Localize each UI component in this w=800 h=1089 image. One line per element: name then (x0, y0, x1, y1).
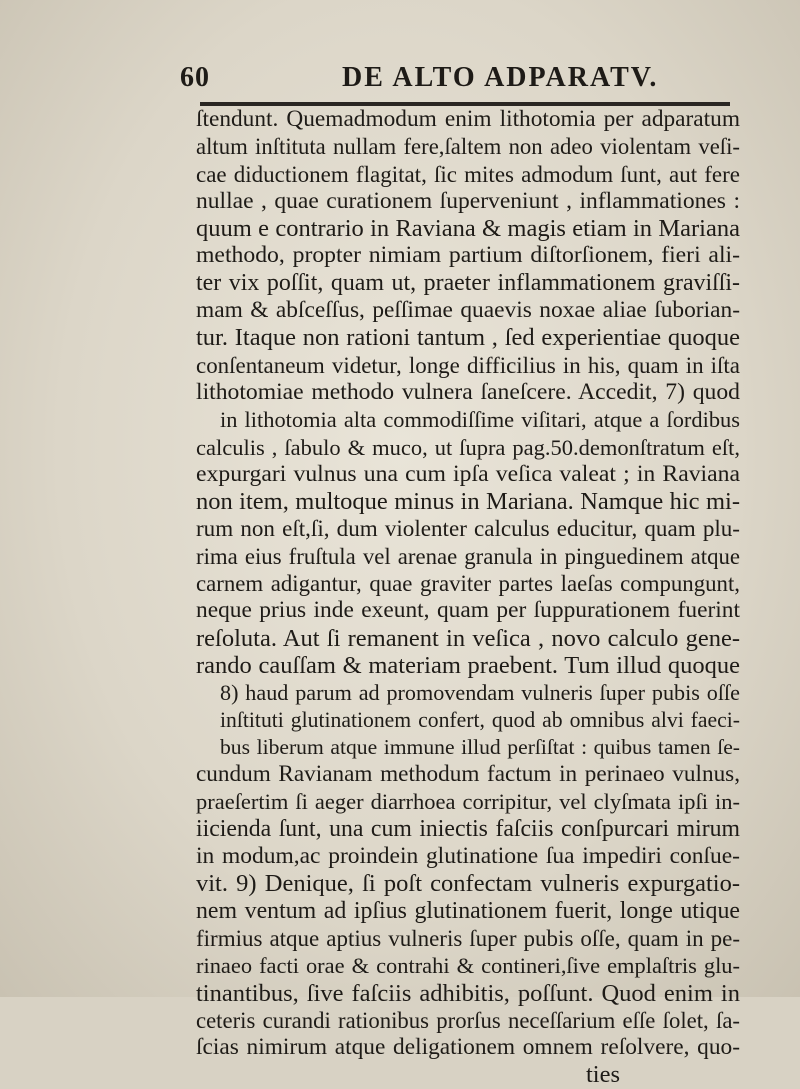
text-line: tinantibus, ſive faſciis adhibitis, poſſunt. Quod enim in (196, 979, 740, 1007)
text-line: ſcias nimirum atque deligationem omnem reſolvere, quo- (196, 1034, 740, 1061)
text-line: neque prius inde exeunt, quam per ſuppurationem fuerint (196, 597, 740, 624)
text-line: rando cauſſam & materiam praebent. Tum illud quoque (196, 651, 740, 679)
text-line: calculis , ſabulo & muco, ut ſupra pag.50.demonſtratum eſt, (196, 434, 740, 460)
text-line: rum non eſt,ſi, dum violenter calculus educitur, quam plu- (196, 515, 740, 542)
text-line: 8) haud parum ad promovendam vulneris ſuper pubis oſſe (220, 680, 740, 706)
text-line: ſtendunt. Quemadmodum enim lithotomia per adparatum (196, 106, 740, 132)
text-line: vit. 9) Denique, ſi poſt confectam vulneris expurgatio- (196, 870, 740, 898)
text-line: nullae , quae curationem ſuperveniunt , inflammationes : (196, 187, 740, 214)
text-line: nem ventum ad ipſius glutinationem fuerit, longe utique (196, 897, 740, 924)
text-line: conſentaneum videtur, longe difficilius in his, quam in iſta (196, 352, 740, 378)
body-text (180, 106, 740, 1089)
text-line: ter vix poſſit, quam ut, praeter inflammationem graviſſi- (196, 269, 740, 296)
page-header (180, 62, 740, 102)
text-line: bus liberum atque immune illud perſiſtat : quibus tamen ſe- (220, 734, 740, 759)
text-line: quum e contrario in Raviana & magis etiam in Mariana (196, 215, 740, 243)
text-line: firmius atque aptius vulneris ſuper pubis oſſe, quam in pe- (196, 924, 740, 951)
text-line: mam & abſceſſus, peſſimae quaevis noxae aliae ſuborian- (196, 297, 740, 324)
text-line: rima eius fruſtula vel arenae granula in pinguedinem atque (196, 543, 740, 569)
text-line: methodo, propter nimiam partium diſtorſionem, fieri ali- (196, 242, 740, 269)
running-head: DE ALTO ADPARATV. (342, 62, 659, 93)
text-line: inſtituti glutinationem confert, quod ab omnibus alvi faeci- (220, 707, 740, 732)
text-line: lithotomiae methodo vulnera ſaneſcere. Accedit, 7) quod (196, 378, 740, 405)
text-line: altum inſtituta nullam fere,ſaltem non adeo violentam veſi- (196, 134, 740, 160)
catchword: ties (585, 1061, 620, 1089)
text-line: carnem adigantur, quae graviter partes laeſas compungunt, (196, 571, 740, 597)
text-line: cae diductionem flagitat, ſic mites admodum ſunt, aut fere (196, 160, 740, 187)
text-line: iicienda ſunt, una cum iniectis faſciis conſpurcari mirum (196, 815, 740, 842)
text-line: expurgari vulnus una cum ipſa veſica valeat ; in Raviana (196, 460, 740, 487)
page-number: 60 (180, 62, 210, 93)
text-line: praeſertim ſi aeger diarrhoea corripitur, vel clyſmata ipſi in- (196, 789, 740, 815)
text-line: ceteris curandi rationibus prorſus neceſſarium eſſe ſolet, ſa- (196, 1007, 740, 1033)
text-line: reſoluta. Aut ſi remanent in veſica , novo calculo gene- (196, 624, 740, 652)
text-line: cundum Ravianam methodum factum in perinaeo vulnus, (196, 761, 740, 788)
text-line: rinaeo facti orae & contrahi & contineri,ſive emplaſtris glu- (196, 953, 740, 979)
text-line: non item, multoque minus in Mariana. Namque hic mi- (196, 488, 740, 516)
text-line: in modum,ac proindein glutinatione ſua impediri conſue- (196, 843, 740, 870)
text-line: in lithotomia alta commodiſſime viſitari, atque a ſordibus (220, 407, 740, 433)
text-line: tur. Itaque non rationi tantum , ſed experientiae quoque (196, 324, 740, 352)
